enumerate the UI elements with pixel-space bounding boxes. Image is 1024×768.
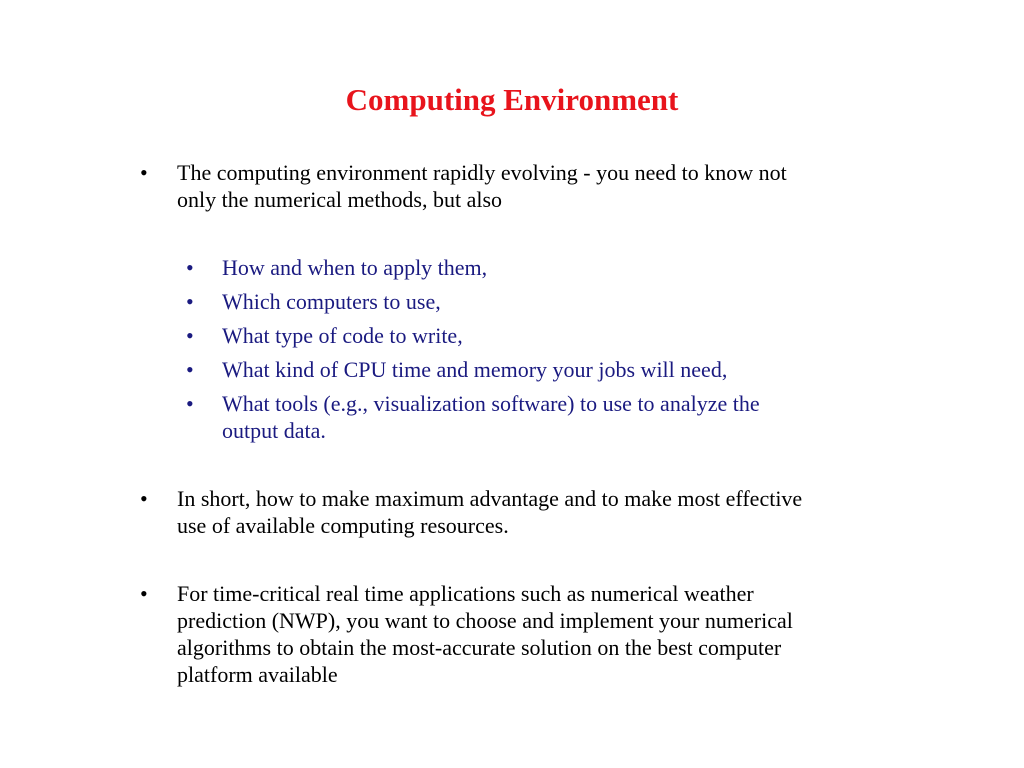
sub-bullet-line: output data. xyxy=(222,418,326,443)
slide-title: Computing Environment xyxy=(345,82,679,117)
sub-bullet-dot: • xyxy=(186,323,194,348)
bullet-text xyxy=(177,485,917,539)
bullet-line: prediction (NWP), you want to choose and implement your numerical xyxy=(177,608,793,633)
bullet-text xyxy=(177,159,897,213)
bullet-line: For time-critical real time applications such as numerical weather xyxy=(177,581,754,606)
bullet-line: algorithms to obtain the most-accurate solution on the best computer xyxy=(177,635,782,660)
sub-bullet-text: What type of code to write, xyxy=(222,323,463,348)
sub-bullet-text: What kind of CPU time and memory your jobs will need, xyxy=(222,357,728,382)
sub-bullet-line: What tools (e.g., visualization software) to use to analyze the xyxy=(222,391,760,416)
bullet-line: use of available computing resources. xyxy=(177,513,509,538)
sub-bullet-dot: • xyxy=(186,255,194,280)
bullet-text xyxy=(177,580,917,688)
sub-bullet-text xyxy=(222,390,872,444)
sub-bullet-dot: • xyxy=(186,357,194,382)
bullet-dot: • xyxy=(140,581,148,606)
sub-bullet-dot: • xyxy=(186,391,194,416)
bullet-dot: • xyxy=(140,486,148,511)
sub-bullet-text: Which computers to use, xyxy=(222,289,441,314)
bullet-line: platform available xyxy=(177,662,338,687)
sub-bullet-text: How and when to apply them, xyxy=(222,255,488,280)
bullet-line: In short, how to make maximum advantage and to make most effective xyxy=(177,486,803,511)
sub-bullet-dot: • xyxy=(186,289,194,314)
bullet-dot: • xyxy=(140,160,148,185)
bullet-line: only the numerical methods, but also xyxy=(177,187,503,212)
bullet-line: The computing environment rapidly evolving - you need to know not xyxy=(177,160,787,185)
